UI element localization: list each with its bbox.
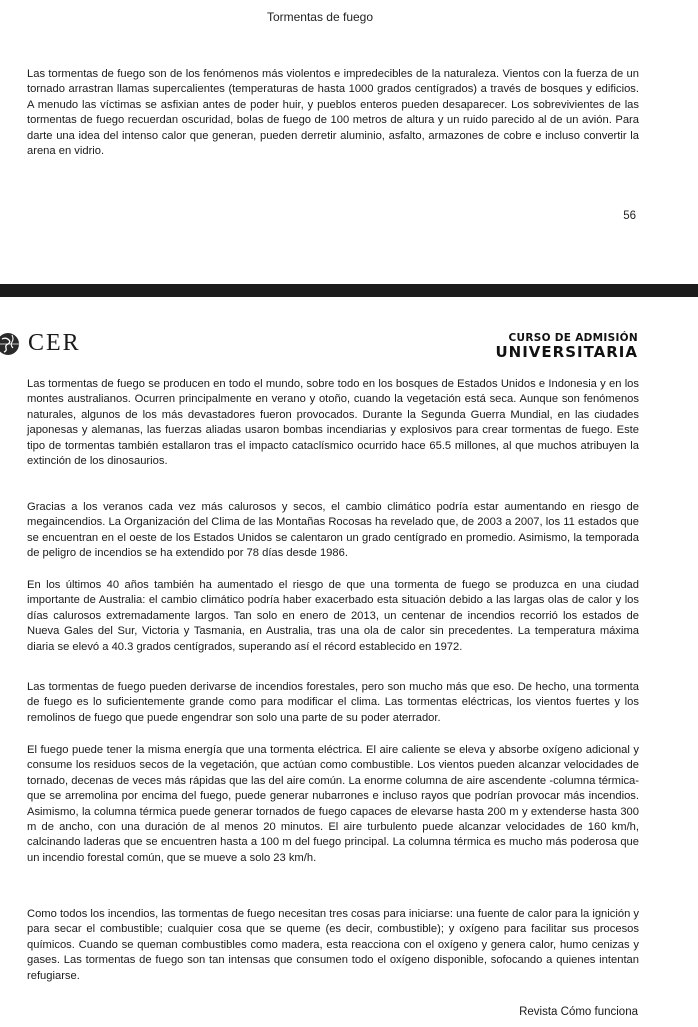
- cer-logo: [0, 330, 81, 357]
- course-title-line2: UNIVERSITARIA: [495, 342, 638, 361]
- course-title-line1: CURSO DE ADMISIÓN: [508, 332, 638, 344]
- page-number: 56: [623, 210, 636, 222]
- paragraph-3: En los últimos 40 años también ha aumentado el riesgo de que una tormenta de fuego se produzca en una ciudad importante de Australia: el cambio climático podría haber exacerbado esta situación debido a las largas olas de calor y los días calurosos extremadamente largos. Tan solo en enero de 2013, un centenar de incendios recorrió los estados de Nueva Gales del Sur, Victoria y Tasmania, en Australia, tras una ola de calor sin precedentes. La temperatura máxima diaria se elevó a 40.3 grados centígrados, superando así el récord establecido en 1972.: [27, 579, 639, 653]
- paragraph-6: Como todos los incendios, las tormentas de fuego necesitan tres cosas para iniciarse: una fuente de calor para la ignición y para secar el combustible; cualquier cosa que se queme (es decir, combustible); y oxígeno para facilitar sus procesos químicos. Cuando se queman combustibles como madera, esta reacciona con el oxígeno y genera calor, humo cenizas y gases. Las tormentas de fuego son tan intensas que consumen todo el oxígeno disponible, sofocando a quienes intentan refugiarse.: [27, 908, 639, 982]
- globe-icon: [0, 331, 22, 357]
- running-title: Tormentas de fuego: [266, 10, 374, 24]
- source-citation: Revista Cómo funciona: [519, 1006, 638, 1018]
- paragraph-5: El fuego puede tener la misma energía que una tormenta eléctrica. El aire caliente se eleva y absorbe oxígeno adicional y consume los residuos secos de la vegetación, que actúan como combustible. Los vientos pueden alcanzar velocidades de tornado, decenas de veces más rápidas que las del aire común. La enorme columna de aire ascendente -columna térmica- que se arremolina por encima del fuego, puede generar nubarrones e incluso rayos que podrían provocar más incendios. Asimismo, la columna térmica puede generar tornados de fuego capaces de elevarse hasta 200 m y extenderse hasta 300 m de ancho, con una duración de al menos 20 minutos. El aire turbulento puede alcanzar velocidades de 160 km/h, calcinando laderas que se encuentren hasta a 100 m del fuego principal. La columna térmica es mucho más poderosa que un incendio forestal común, que se mueve a solo 23 km/h.: [27, 744, 639, 864]
- top-page-paragraph: Las tormentas de fuego son de los fenómenos más violentos e impredecibles de la naturaleza. Vientos con la fuerza de un tornado arrastran llamas supercalientes (temperaturas de hasta 1000 grados centígrados) a través de bosques y edificios. A menudo las víctimas se asfixian antes de poder huir, y pueblos enteros pueden desaparecer. Los sobrevivientes de las tormentas de fuego recuerdan oscuridad, bolas de fuego de 100 metros de altura y un ruido parecido al de un avión. Para darte una idea del intenso calor que generan, pueden derretir aluminio, asfalto, armazones de cobre e incluso convertir la arena en vidrio.: [27, 68, 639, 158]
- paragraph-4: Las tormentas de fuego pueden derivarse de incendios forestales, pero son mucho más que eso. De hecho, una tormenta de fuego es lo suficientemente grande como para modificar el clima. Las tormentas eléctricas, los vientos fuertes y los remolinos de fuego que puede engendrar son solo una parte de su poder aterrador.: [27, 681, 639, 724]
- course-title: [495, 333, 638, 360]
- cer-logo-text: CER: [28, 330, 81, 356]
- page-divider: [0, 284, 698, 297]
- paragraph-1: Las tormentas de fuego se producen en todo el mundo, sobre todo en los bosques de Estados Unidos e Indonesia y en los montes australianos. Ocurren principalmente en verano y otoño, cuando la vegetación está seca. Aunque son fenómenos naturales, algunos de los más devastadores fueron provocados. Durante la Segunda Guerra Mundial, en las ciudades japonesas y alemanas, las fuerzas aliadas usaron bombas incendiarias y explosivos para crear tormentas de fuego. Este tipo de tormentas también estallaron tras el impacto cataclísmico ocurrido hace 65.5 millones, al que muchos atribuyen la extinción de los dinosaurios.: [27, 378, 639, 468]
- paragraph-2: Gracias a los veranos cada vez más calurosos y secos, el cambio climático podría estar aumentando en riesgo de megaincendios. La Organización del Clima de las Montañas Rocosas ha revelado que, de 2003 a 2007, los 11 estados que se encuentran en el oeste de los Estados Unidos se calentaron un grado centígrado en promedio. Asimismo, la temporada de peligro de incendios se ha extendido por 78 días desde 1986.: [27, 501, 639, 560]
